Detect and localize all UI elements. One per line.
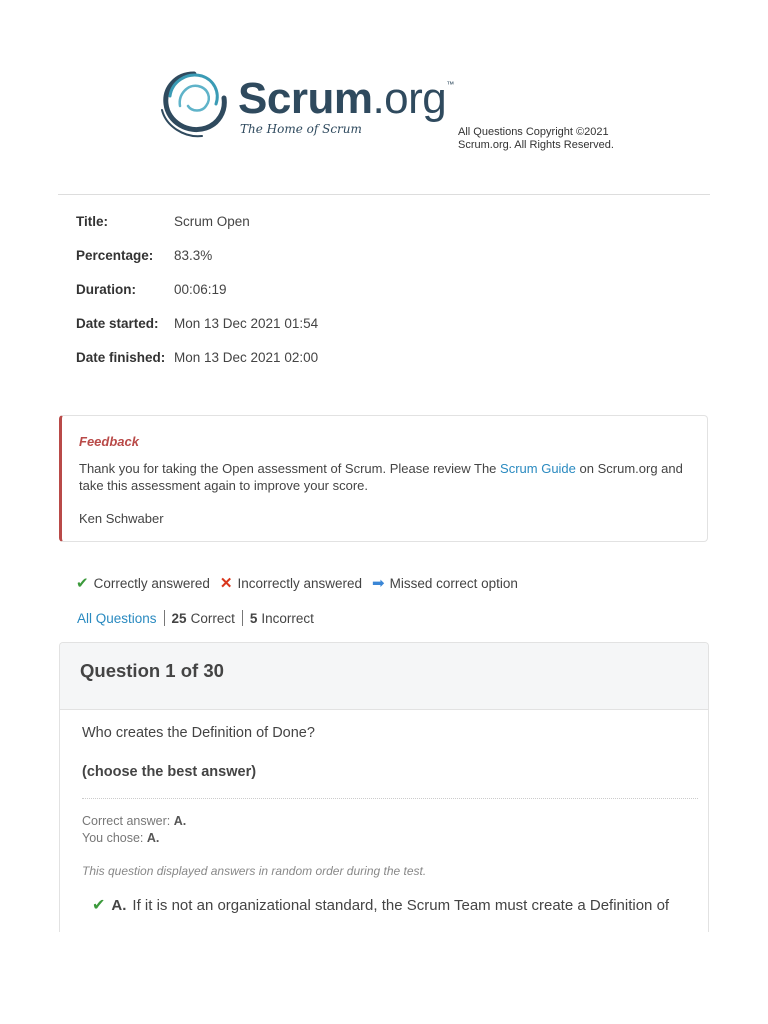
feedback-text-before: Thank you for taking the Open assessment of Scrum. Please review The (79, 461, 501, 476)
option-letter: A. (111, 896, 127, 914)
header-divider (58, 194, 710, 195)
filter-incorrect[interactable] (250, 611, 314, 626)
feedback-title: Feedback (79, 434, 139, 449)
question-heading: Question 1 of 30 (80, 660, 224, 681)
random-order-note: This question displayed answers in random order during the test. (82, 864, 427, 878)
question-filter-bar (77, 610, 314, 626)
feedback-panel (59, 415, 708, 542)
filter-correct-count: 25 (171, 610, 187, 626)
summary-value: Mon 13 Dec 2021 01:54 (174, 316, 319, 331)
correct-answer-label: Correct answer: (82, 814, 171, 828)
copyright-notice (458, 126, 658, 152)
correct-answer-line (82, 813, 186, 830)
legend-correct-label: Correctly answered (93, 576, 210, 591)
summary-label: Percentage: (76, 248, 154, 263)
question-divider (82, 798, 698, 799)
scrum-swirl-logo-icon (158, 66, 230, 140)
summary-label: Duration: (76, 282, 136, 297)
x-icon: ✕ (219, 575, 233, 592)
logo-wordmark-bold: Scrum (238, 74, 373, 123)
summary-value: Mon 13 Dec 2021 02:00 (174, 350, 319, 365)
check-icon: ✔ (76, 575, 89, 592)
copyright-line-1: All Questions Copyright ©2021 (458, 126, 609, 138)
summary-value: Scrum Open (174, 214, 250, 229)
logo-wordmark-light: .org (372, 74, 447, 123)
question-header (60, 643, 708, 710)
legend-missed (372, 576, 518, 591)
summary-label: Date finished: (76, 350, 166, 365)
feedback-signature: Ken Schwaber (79, 511, 164, 526)
question-text: Who creates the Definition of Done? (82, 725, 315, 741)
you-chose-label: You chose: (82, 831, 144, 845)
check-icon: ✔ (92, 897, 106, 914)
summary-label: Title: (76, 214, 109, 229)
legend-missed-label: Missed correct option (389, 576, 518, 591)
scrum-org-logo (158, 66, 454, 146)
feedback-text-after: on Scrum.org and take this assessment again to improve your score. (79, 461, 683, 493)
logo-trademark: ™ (446, 80, 454, 89)
filter-incorrect-label: Incorrect (261, 610, 314, 626)
legend-correct (76, 576, 210, 591)
you-chose-line (82, 830, 186, 847)
filter-correct-label: Correct (190, 610, 235, 626)
summary-value: 83.3% (174, 248, 213, 263)
answer-legend (76, 576, 528, 591)
filter-incorrect-count: 5 (249, 610, 258, 626)
legend-incorrect-label: Incorrectly answered (237, 576, 363, 591)
filter-correct[interactable] (172, 611, 235, 626)
scrum-guide-link[interactable]: Scrum Guide (500, 461, 576, 476)
logo-wordmark (238, 74, 454, 124)
summary-value: 00:06:19 (174, 282, 227, 297)
question-hint: (choose the best answer) (82, 764, 257, 780)
logo-tagline: The Home of Scrum (240, 122, 362, 136)
legend-incorrect (220, 576, 362, 591)
you-chose-value: A. (146, 831, 160, 845)
filter-separator (164, 610, 165, 626)
arrow-right-icon: ➡ (372, 575, 385, 592)
copyright-line-2: Scrum.org. All Rights Reserved. (458, 139, 614, 151)
answer-summary (82, 813, 186, 847)
option-text: If it is not an organizational standard, the Scrum Team must create a Definition of (132, 896, 670, 914)
filter-all-questions[interactable]: All Questions (77, 610, 157, 626)
answer-option (92, 895, 669, 915)
question-card (59, 642, 709, 932)
summary-label: Date started: (76, 316, 159, 331)
correct-answer-value: A. (173, 814, 187, 828)
filter-separator (242, 610, 243, 626)
feedback-text (79, 460, 699, 494)
